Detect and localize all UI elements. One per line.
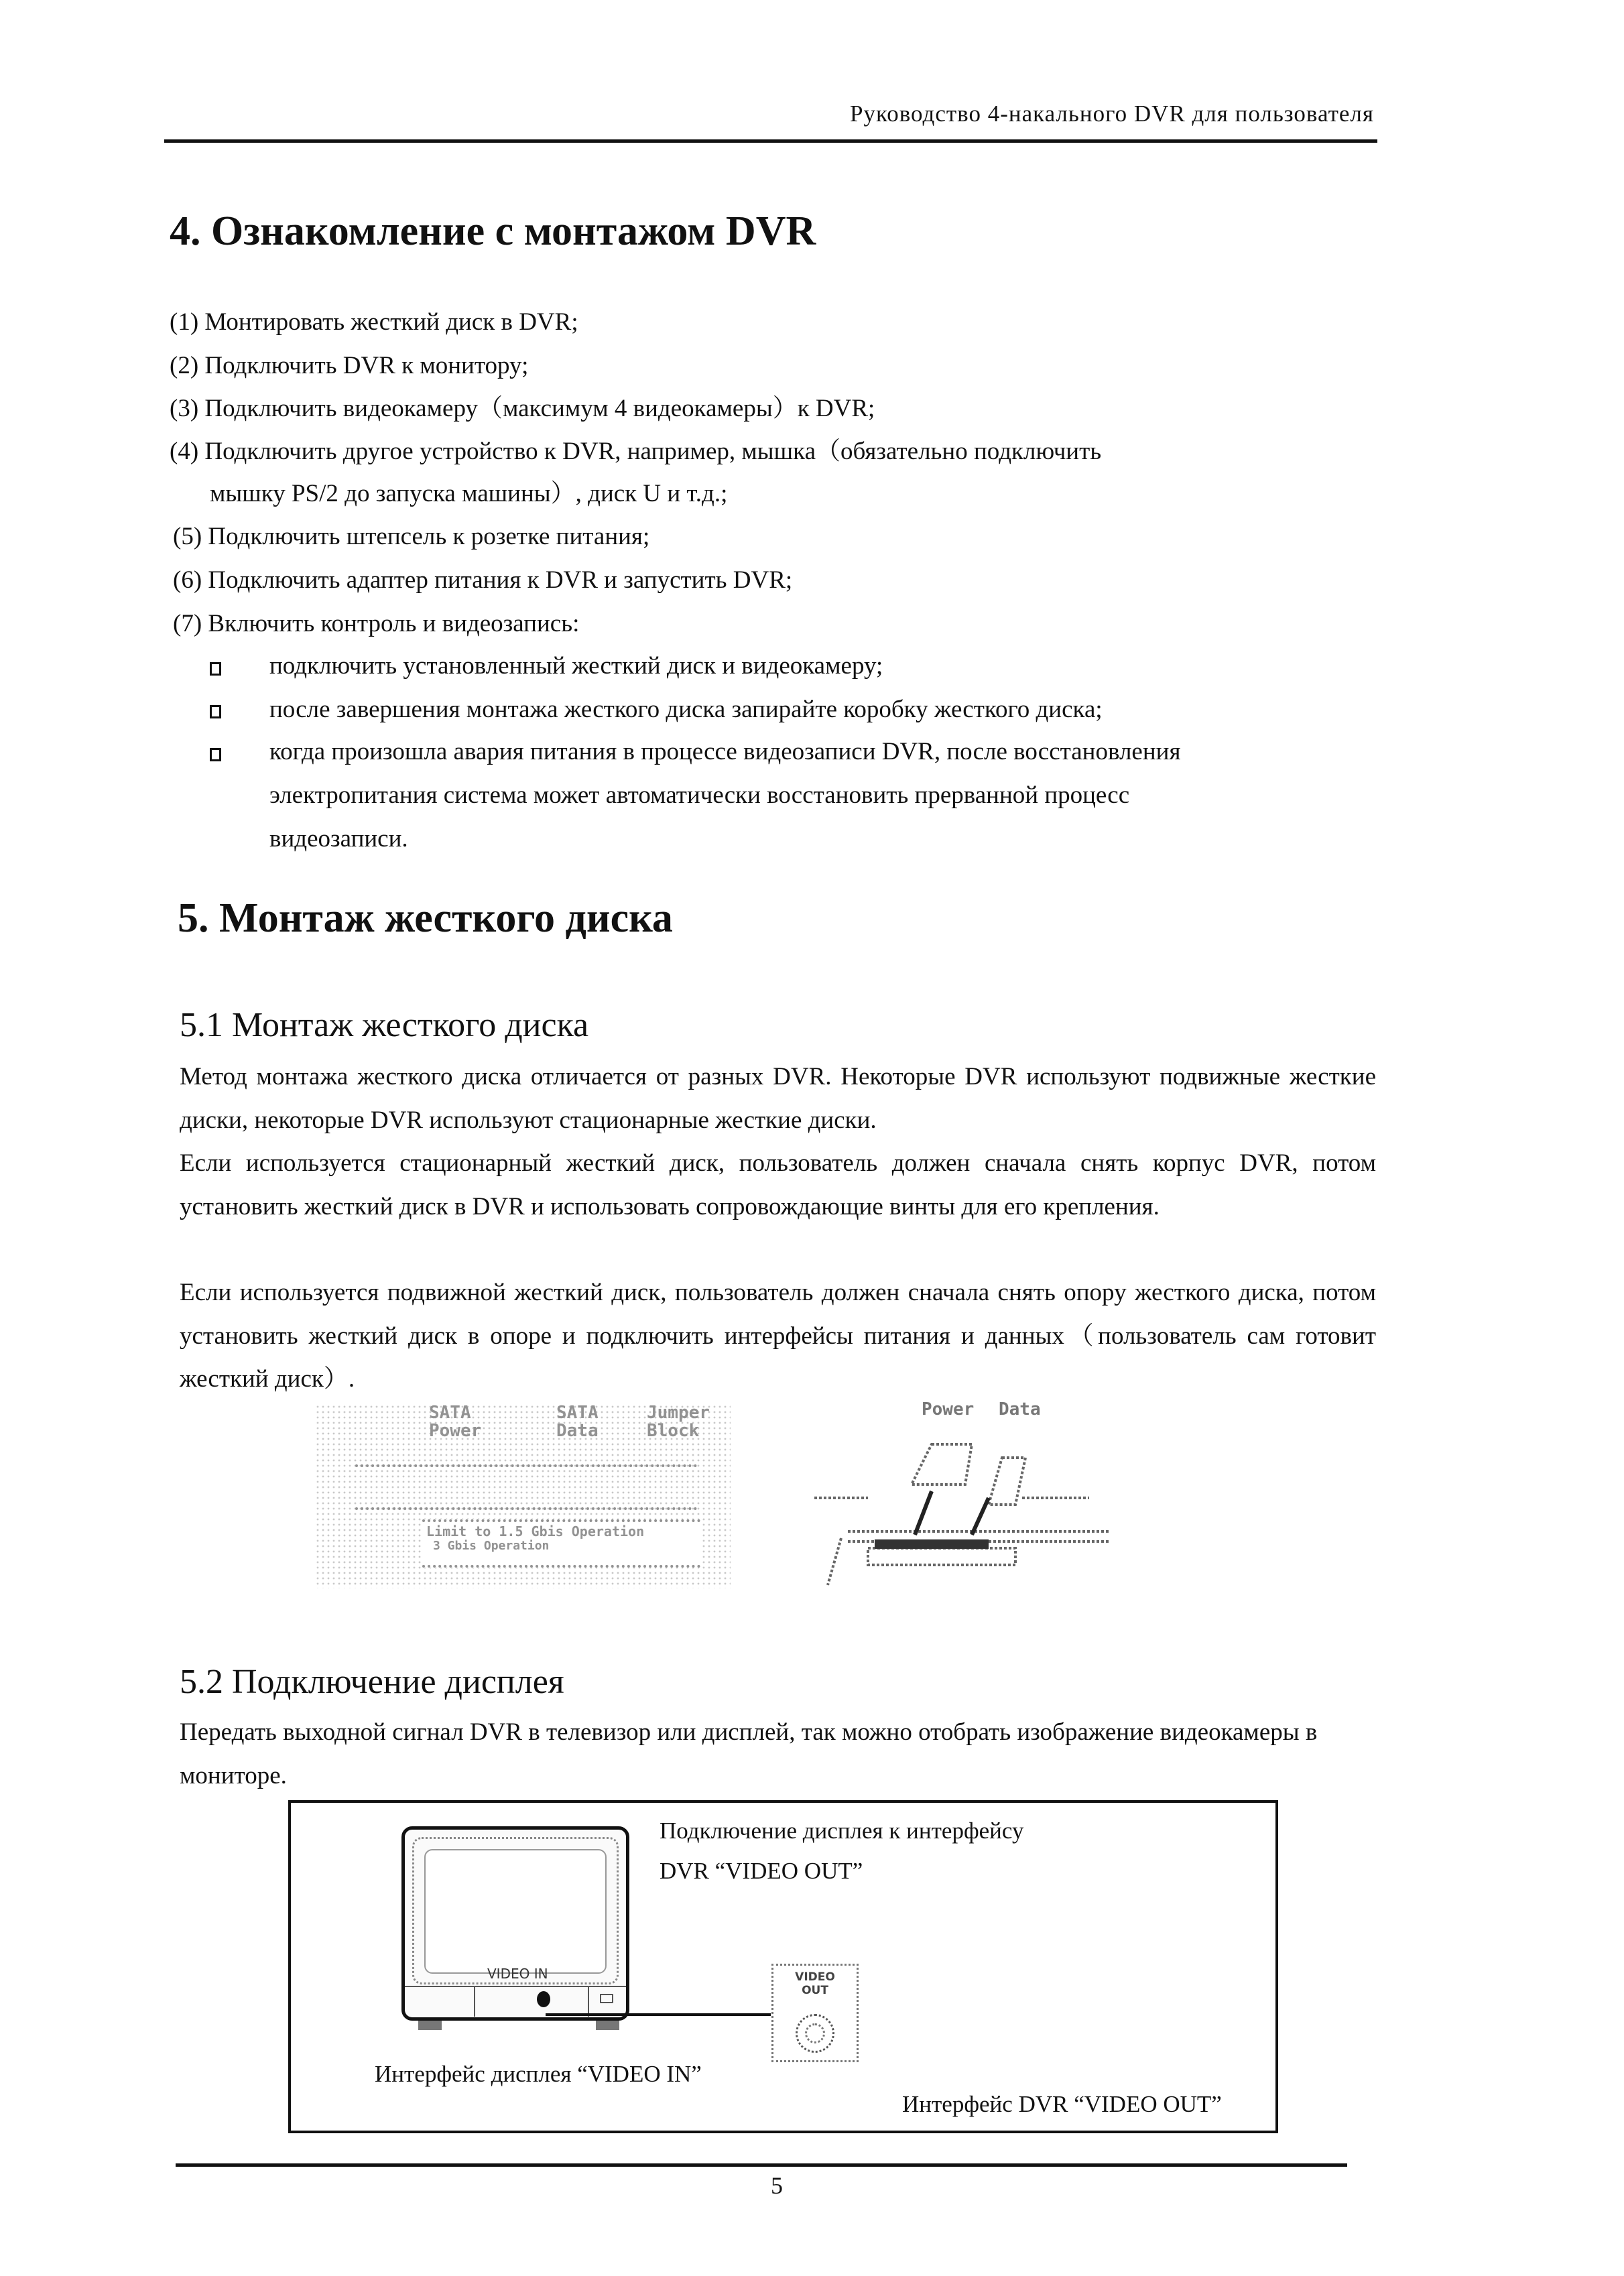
video-out-port-panel	[771, 1964, 859, 2062]
paragraph-5-2: Передать выходной сигнал DVR в телевизор или дисплей, так можно отобрать изображение видеокамеры в мониторе.	[180, 1718, 1318, 1789]
diagram-caption-video-in: Интерфейс дисплея “VIDEO IN”	[375, 2061, 702, 2087]
data-label: Data	[999, 1399, 1041, 1419]
rca-jack-inner-icon	[805, 2023, 825, 2043]
step-7: (7) Включить контроль и видеозапись:	[173, 610, 580, 637]
video-out-label: VIDEO OUT	[795, 1970, 835, 1997]
step-5: (5) Подключить штепсель к розетке питания;	[173, 523, 650, 550]
step-3: (3) Подключить видеокамеру（максимум 4 видеокамеры）к DVR;	[170, 395, 875, 422]
page-number: 5	[771, 2172, 783, 2199]
monitor-screen	[424, 1849, 607, 1974]
section-5-title: 5. Монтаж жесткого диска	[178, 895, 673, 941]
step-1: (1) Монтировать жесткий диск в DVR;	[170, 308, 578, 336]
config-table	[422, 1519, 700, 1568]
rca-jack-icon	[796, 2014, 834, 2053]
diagram-caption-top-line2: DVR “VIDEO OUT”	[660, 1858, 863, 1884]
monitor-icon	[401, 1826, 636, 2034]
drive-connectors-figure	[801, 1397, 1190, 1592]
step-2: (2) Подключить DVR к монитору;	[170, 352, 529, 379]
monitor-button-icon	[600, 1994, 613, 2003]
monitor-foot	[596, 2021, 619, 2030]
paragraph-5-1-c: Если используется подвижной жесткий диск, пользователь должен сначала снять опору жесткого диска, потом установить жесткий диск в опоре и подключить интерфейсы питания и данных（пользователь сам готовит жесткий диск）.	[180, 1279, 1376, 1393]
bullet-item-3: когда произошла авария питания в процессе видеозаписи DVR, после восстановления	[269, 738, 1181, 765]
step-4: (4) Подключить другое устройство к DVR, например, мышка（обязательно подключить	[170, 438, 1102, 465]
bullet-item-3-end: видеозаписи.	[269, 825, 408, 852]
power-label: Power	[922, 1399, 975, 1419]
video-in-port-icon	[537, 1991, 550, 2007]
section-4-title: 4. Ознакомление с монтажом DVR	[170, 208, 816, 254]
monitor-control-strip	[405, 1986, 626, 1987]
diagram-caption-top-line1: Подключение дисплея к интерфейсу	[660, 1818, 1024, 1844]
monitor-divider	[474, 1987, 475, 2017]
sata-connector-figure	[315, 1404, 731, 1588]
config-row-2: 3 Gbis Operation	[433, 1539, 550, 1553]
sata-power-label: SATA Power	[429, 1403, 482, 1442]
display-connection-diagram	[288, 1800, 1278, 2133]
subsection-5-1-title: 5.1 Монтаж жесткого диска	[180, 1006, 589, 1044]
monitor-foot	[418, 2021, 442, 2030]
running-header: Руководство 4-накального DVR для пользователя	[850, 101, 1374, 127]
footer-rule	[176, 2163, 1347, 2167]
monitor-divider	[588, 1987, 589, 2017]
bullet-checkbox-icon	[210, 748, 221, 761]
header-rule	[164, 139, 1377, 143]
video-cable	[546, 2013, 771, 2016]
bullet-checkbox-icon	[210, 705, 221, 718]
step-6: (6) Подключить адаптер питания к DVR и запустить DVR;	[173, 566, 793, 594]
video-in-label: VIDEO IN	[487, 1966, 548, 1982]
paragraph-5-1-b: Если используется стационарный жесткий диск, пользователь должен сначала снять корпус DVR, потом установить жесткий диск в DVR и использовать сопровождающие винты для его крепления.	[180, 1149, 1376, 1220]
bullet-item-2: после завершения монтажа жесткого диска запирайте коробку жесткого диска;	[269, 696, 1103, 723]
diagram-caption-video-out: Интерфейс DVR “VIDEO OUT”	[902, 2091, 1222, 2117]
connector-strip	[355, 1464, 697, 1510]
step-4-continued: мышку PS/2 до запуска машины）, диск U и т.д.;	[210, 480, 728, 507]
config-row-1: Limit to 1.5 Gbis Operation	[426, 1523, 645, 1539]
subsection-5-2-title: 5.2 Подключение дисплея	[180, 1663, 564, 1701]
connector-drawing-icon	[801, 1424, 1190, 1592]
bullet-item-3-continued: электропитания система может автоматически восстановить прерванной процесс	[269, 781, 1130, 809]
sata-data-label: SATA Data	[556, 1403, 599, 1442]
paragraph-5-1-a: Метод монтажа жесткого диска отличается от разных DVR. Некоторые DVR используют подвижные жесткие диски, некоторые DVR используют стационарные жесткие диски.	[180, 1063, 1376, 1134]
jumper-block-label: Jumper Block	[647, 1403, 710, 1442]
bullet-checkbox-icon	[210, 662, 221, 676]
bullet-item-1: подключить установленный жесткий диск и видеокамеру;	[269, 652, 883, 680]
